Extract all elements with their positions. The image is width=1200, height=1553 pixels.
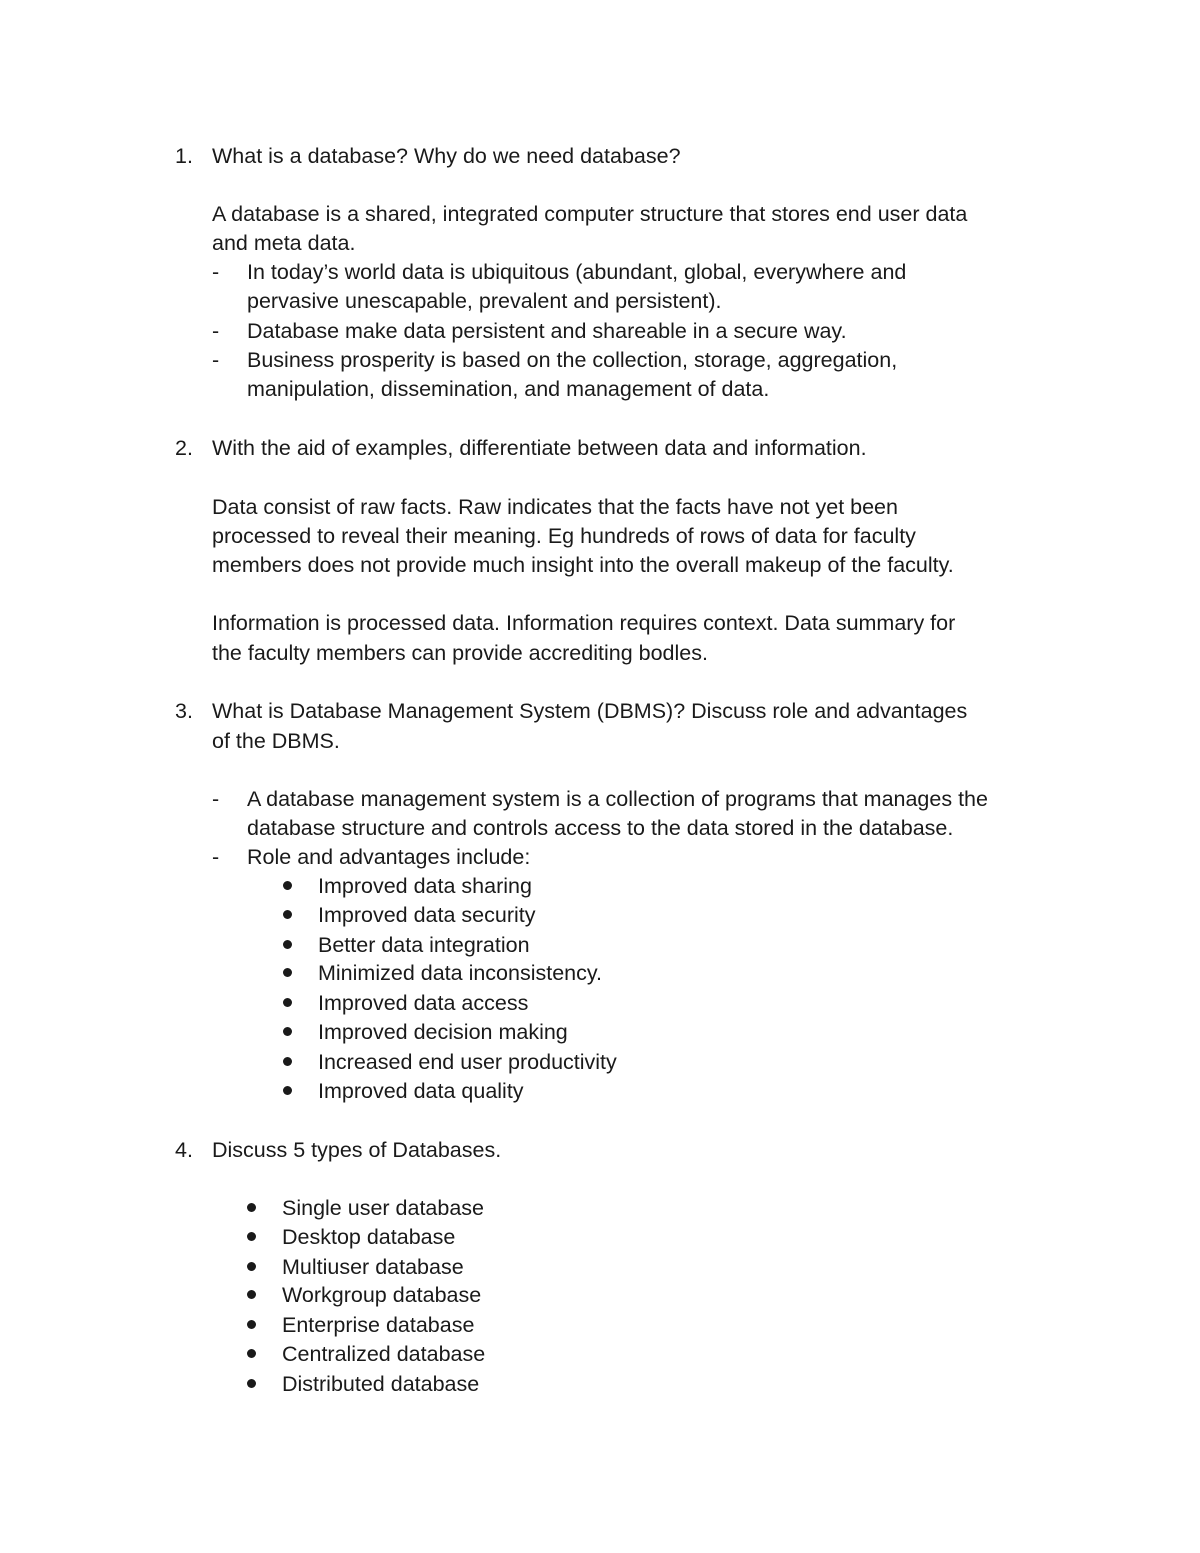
q4-bullet-item: Centralized database <box>282 1342 486 1366</box>
dash-marker: - <box>212 260 220 284</box>
q3-bullet-item: Improved data quality <box>318 1079 524 1103</box>
bullet-icon <box>283 910 292 919</box>
q3-question-line: What is Database Management System (DBMS)? Discuss role and advantages <box>212 699 968 723</box>
q3-dash-item: database structure and controls access to the data stored in the database. <box>247 816 954 840</box>
q3-dash-item: A database management system is a collection of programs that manages the <box>247 787 988 811</box>
bullet-icon <box>247 1379 256 1388</box>
dash-marker: - <box>212 319 220 343</box>
q2-paragraph-line: the faculty members can provide accrediting bodles. <box>212 641 708 665</box>
bullet-icon <box>283 1057 292 1066</box>
q2-paragraph-line: members does not provide much insight into the overall makeup of the faculty. <box>212 553 954 577</box>
q3-bullet-item: Minimized data inconsistency. <box>318 961 603 985</box>
q4-bullet-item: Distributed database <box>282 1372 480 1396</box>
dash-marker: - <box>212 787 220 811</box>
q4-bullet-item: Enterprise database <box>282 1313 475 1337</box>
q3-dash-item: Role and advantages include: <box>247 845 531 869</box>
bullet-icon <box>283 1027 292 1036</box>
q1-dash-item: In today’s world data is ubiquitous (abundant, global, everywhere and <box>247 260 907 284</box>
q3-bullet-item: Improved data access <box>318 991 529 1015</box>
bullet-icon <box>283 998 292 1007</box>
q1-dash-item: manipulation, dissemination, and management of data. <box>247 377 770 401</box>
q1-dash-item: pervasive unescapable, prevalent and persistent). <box>247 289 722 313</box>
q2-paragraph-line: processed to reveal their meaning. Eg hundreds of rows of data for faculty <box>212 524 916 548</box>
q4-bullet-item: Desktop database <box>282 1225 456 1249</box>
q3-bullet-item: Improved data security <box>318 903 536 927</box>
q4-bullet-item: Workgroup database <box>282 1283 482 1307</box>
q3-question-line: of the DBMS. <box>212 729 340 753</box>
q4-question: Discuss 5 types of Databases. <box>212 1138 502 1162</box>
bullet-icon <box>247 1203 256 1212</box>
dash-marker: - <box>212 348 220 372</box>
bullet-icon <box>247 1320 256 1329</box>
q3-bullet-item: Better data integration <box>318 933 530 957</box>
bullet-icon <box>283 881 292 890</box>
bullet-icon <box>247 1349 256 1358</box>
q3-bullet-item: Increased end user productivity <box>318 1050 617 1074</box>
bullet-icon <box>247 1262 256 1271</box>
q4-bullet-item: Multiuser database <box>282 1255 464 1279</box>
q2-number: 2. <box>175 436 193 460</box>
q3-bullet-item: Improved decision making <box>318 1020 568 1044</box>
bullet-icon <box>283 940 292 949</box>
bullet-icon <box>283 1086 292 1095</box>
bullet-icon <box>283 968 292 977</box>
q1-answer-line: A database is a shared, integrated computer structure that stores end user data <box>212 202 968 226</box>
q1-dash-item: Business prosperity is based on the collection, storage, aggregation, <box>247 348 898 372</box>
bullet-icon <box>247 1290 256 1299</box>
q4-bullet-item: Single user database <box>282 1196 485 1220</box>
q4-number: 4. <box>175 1138 193 1162</box>
q1-dash-item: Database make data persistent and shareable in a secure way. <box>247 319 847 343</box>
q3-number: 3. <box>175 699 193 723</box>
bullet-icon <box>247 1232 256 1241</box>
q2-paragraph-line: Information is processed data. Information requires context. Data summary for <box>212 611 956 635</box>
q1-answer-line: and meta data. <box>212 231 356 255</box>
q1-question: What is a database? Why do we need database? <box>212 144 681 168</box>
q3-bullet-item: Improved data sharing <box>318 874 532 898</box>
q2-question: With the aid of examples, differentiate between data and information. <box>212 436 867 460</box>
dash-marker: - <box>212 845 220 869</box>
q2-paragraph-line: Data consist of raw facts. Raw indicates that the facts have not yet been <box>212 495 898 519</box>
q1-number: 1. <box>175 144 193 168</box>
